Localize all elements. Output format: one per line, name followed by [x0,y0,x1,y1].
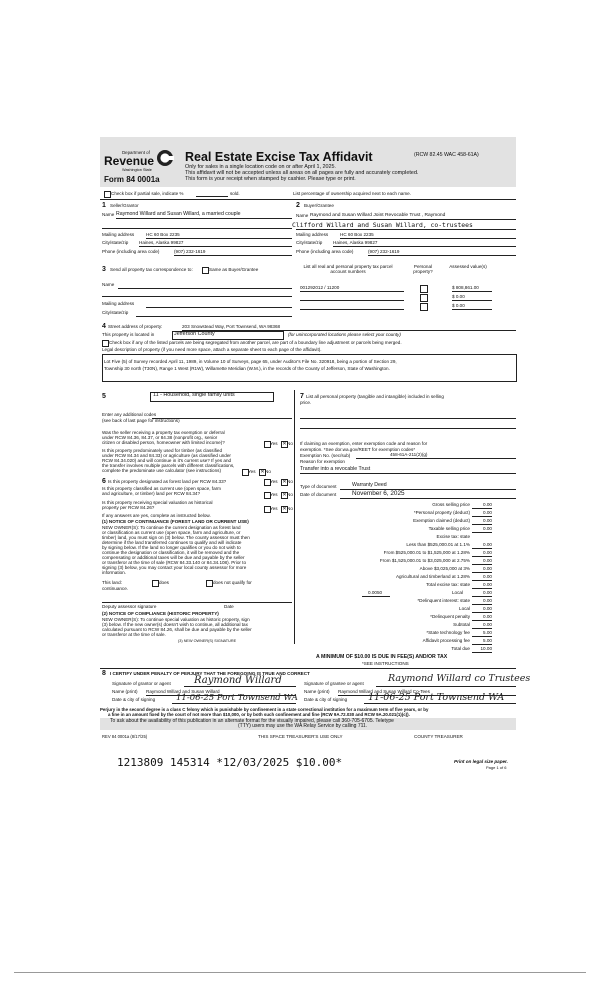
total-due-value[interactable]: 10.00 [480,646,492,651]
tax-row-value[interactable]: 0.00 [483,622,492,627]
boundary-checkbox[interactable] [102,340,109,347]
personal-property-line[interactable] [300,418,516,419]
page-edge-line [14,972,586,973]
tax-row-label: Gross selling price [432,502,470,507]
does-not-checkbox[interactable] [206,580,213,587]
s6-q3-no-checkbox[interactable]: ✕ [282,506,287,512]
corr-heading: Send all property tax correspondence to: [110,267,193,272]
assessed-value-3[interactable]: $ 0.00 [452,303,465,308]
tax-row-label: Local [459,606,470,611]
tax-row-line [472,636,492,637]
see-back: (see back of last page for instructions) [102,418,180,423]
personal-property-checkbox-1[interactable] [420,285,428,293]
column-divider [294,390,295,644]
exempt-line1: If claiming an exemption, enter exemption code and reason for [300,441,428,446]
state-name: Washington State [122,168,152,172]
tax-row-line [472,524,492,525]
corr-num: 3 [102,266,106,273]
tax-row-line [472,612,492,613]
parcel-col3: Assessed value(s) [449,264,487,269]
deputy-sig-label: Deputy assessor signature [102,604,157,609]
parcel-line-3[interactable] [300,309,404,310]
minimum-note: A MINIMUM OF $10.00 IS DUE IN FEE(S) AND/OR TAX [316,654,448,660]
local-label: Local [452,590,463,595]
see-instructions: *SEE INSTRUCTIONS [362,661,409,666]
tax-row-label: Total excise tax: state [426,582,470,587]
legal-label: Legal description of property (if you need more space, attach a separate sheet to each page of the affidavit). [102,347,322,352]
seller-mailing-label: Mailing address [102,232,135,237]
does-label: does [159,580,169,585]
divider-section8 [100,668,516,669]
tax-row-label: Exemption claimed (deduct) [413,518,470,523]
notice1-title: (1) NOTICE OF CONTINUANCE (FOREST LAND OR CURRENT USE) [102,519,249,524]
treasurer-use: THIS SPACE TREASURER'S USE ONLY [258,734,343,739]
tax-row-label: From $525,000.01 to $1,525,000 at 1.28% [383,550,470,555]
tax-row-label: Affidavit processing fee [422,638,470,643]
tax-row-line [472,572,492,573]
new-owner-sig-label: (3) NEW OWNER(S) SIGNATURE [178,639,237,643]
unincorporated-note: (for unincorporated locations please select your county) [288,332,401,337]
s6-q1-no: No [287,479,293,484]
local-line [472,596,492,597]
reason-line [300,473,516,474]
form-number: Form 84 0001a [104,175,160,184]
s6-q1-yes: Yes [270,479,278,484]
tax-row-value[interactable]: 0.00 [483,558,492,563]
seller-name[interactable]: Raymond Willard and Susan Willard, a married couple [116,211,241,217]
doc-type-value[interactable]: Warranty Deed [352,482,387,488]
notice2-line: NEW OWNER(S): To continue special valuation as historic property, sign [102,617,250,622]
local-rate[interactable]: 0.0050 [368,590,383,595]
tax-row-value[interactable]: 0.00 [483,502,492,507]
grantor-date[interactable]: 11-06-25 Port Townsend WA [176,693,298,703]
s6-q3-yes: Yes [270,506,278,511]
divider-top [100,199,516,200]
tax-row-line [472,588,492,589]
notice2-line: or transferor at the time of sale. [102,632,166,637]
tax-row-value[interactable]: 0.00 [483,550,492,555]
tax-row-value[interactable]: 0.00 [483,582,492,587]
seller-city[interactable]: Haines, Alaska 99827 [139,240,184,245]
partial-sale-checkbox[interactable] [104,191,111,198]
inquire-line1: To ask about the availability of this publication in an alternate format for the visually impaired, please call 360-705-6705. Teletype [110,718,394,724]
certify-text: I CERTIFY UNDER PENALTY OF PERJURY THAT THE FOREGOING IS TRUE AND CORRECT [110,671,310,676]
reason-label: Reason for exemption [300,459,345,464]
assessed-line-2 [452,300,492,301]
local-rate-line [362,596,390,597]
grantee-date[interactable]: 11-06-25 Port Townsend WA [368,692,505,703]
buyer-phone[interactable]: (907) 232-1619 [368,249,400,254]
notice1-line: timber) land, you must sign on (3) below. The county assessor must then [102,535,250,540]
this-land-label: This land: [102,580,122,585]
buyer-name-line2[interactable]: Clifford Willard and Susan Willard, co-trustees [292,221,473,229]
partial-pct-field[interactable] [196,196,228,197]
tax-row-value[interactable]: 0.00 [483,526,492,531]
seller-phone-line [174,255,292,256]
tax-row-value[interactable]: 0.00 [483,542,492,547]
address-num: 4 [102,323,106,330]
seller-city-label: City/state/zip [102,240,129,245]
grantor-date-label: Date & city of signing [112,697,156,702]
tax-row-line [472,628,492,629]
header-note3: This form is your receipt when stamped by cashier. Please type or print. [185,176,356,182]
notice1-line: compensating or additional taxes will be due and payable by the seller [102,555,245,560]
grantee-name[interactable]: Raymond Willard and Susan Willard Co-Tees [338,689,430,694]
buyer-city-label: City/state/zip [296,240,323,245]
perjury-line1: Perjury in the second degree is a class C felony which is punishable by confinement in a state correctional institution for a maximum term of five years, or by [100,707,429,712]
address-label: Street address of property: [108,324,163,329]
tax-row-line [472,652,492,653]
grantee-date-label: Date & city of signing [304,697,348,702]
county-treasurer: COUNTY TREASURER [414,734,463,739]
tax-row-label: Less than $525,000.01 at 1.1% [406,542,470,547]
buyer-heading: Buyer/Grantee [304,203,334,208]
grantor-sig-line[interactable] [184,686,296,687]
tax-row-label: Subtotal [453,622,470,627]
buyer-mailing[interactable]: HC 60 Box 2235 [340,232,374,237]
tax-row-label: From $1,525,000.01 to $3,025,000 at 2.75% [379,558,470,563]
tax-row-value[interactable]: 5.00 [483,638,492,643]
grantor-date-line [172,703,296,704]
q2-line3: RCW 84.34.020) and will continue in it's current use? If yes and [102,458,232,463]
tax-row-label: Taxable selling price [428,526,470,531]
section5-num: 5 [102,393,106,400]
q1-line2: under RCW 84.36, 84.37, or 84.38 (nonprofit org., senior [102,435,218,440]
same-as-buyer-label: Same as Buyer/Grantee [209,267,259,272]
buyer-name-underline [310,219,516,220]
grantee-signature: Raymond Willard co Trustees [388,673,531,684]
grantee-sig-line[interactable] [376,686,516,687]
ownership-note: List percentage of ownership acquired next to each name. [293,191,411,196]
exempt-no-value[interactable]: 458-61A-211(2)(g) [390,452,428,457]
seller-name-label: Name [102,212,115,217]
grantor-name[interactable]: Raymond Willard and Susan Willard [146,689,220,694]
tax-row-label: *Personal property (deduct) [413,510,470,515]
deputy-sig-line[interactable] [102,602,292,603]
tax-row-line [472,564,492,565]
tax-row-line [472,644,492,645]
tax-row-line [472,620,492,621]
tax-row-value[interactable]: 0.00 [483,614,492,619]
tax-row-line [472,508,492,509]
grantor-signature: Raymond Willard [194,675,282,686]
s6-q3-no: No [287,506,293,511]
section7-num: 7 [300,393,304,400]
seller-name-line [116,218,292,219]
doc-type-label: Type of document [300,484,337,489]
buyer-city-line [333,246,516,247]
county-value: Jefferson County [174,331,215,337]
buyer-phone-label: Phone (including area code) [296,249,354,254]
section7-label1: List all personal property (tangible and intangible) included in selling [306,394,444,399]
partial-sold-label: sold. [230,191,240,196]
doc-date-label: Date of document [300,492,337,497]
buyer-name-label: Name [296,213,309,218]
parcel-line-2[interactable] [300,300,404,301]
s6-q1: Is this property designated as forest land per RCW 84.33? [108,479,227,484]
buyer-mailing-line [340,238,516,239]
tax-row-line [472,548,492,549]
personal-property-checkbox-2[interactable] [420,294,428,302]
section7-label2: price. [300,400,312,405]
q2-line4: the transfer involves multiple parcels with different classifications, [102,463,235,468]
tax-row-label: Total due [451,646,470,651]
boundary-note: Check box if any of the listed parcels are being segregated from another parcel, are part of a boundary line adjustment or parcels being merged. [109,340,402,345]
buyer-mailing-label: Mailing address [296,232,329,237]
tax-row-value[interactable]: 0.00 [483,574,492,579]
exempt-no-label: Exemption No. (sec/sub) [300,453,351,458]
q2-line1: Is this property predominately used for timber (as classified [102,448,222,453]
seller-mailing-line [146,238,292,239]
q1-no-label: No [287,441,293,446]
buyer-name-line1[interactable]: Raymond and Susan Willard Joint Revocable Trust , Raymond [310,213,446,218]
grantor-name-label: Name (print) [112,689,138,694]
parcel-col2: Personal property? [413,264,433,275]
seller-name-line2 [102,228,292,229]
tax-row-label: *Delinquent interest: state [417,598,470,603]
notice1-line: by signing below. If the land no longer qualifies or you do not wish to [102,545,241,550]
grantee-sig-label: Signature of grantee or agent [304,681,364,686]
s6-q2-yes: Yes [270,492,278,497]
buyer-name-underline2 [296,229,516,230]
corr-city-line[interactable] [136,316,292,317]
s6-q2-no-checkbox[interactable]: ✕ [282,492,287,498]
rev-number: REV 84 0001a (8/17/25) [102,734,148,739]
s6-q3-line1: Is this property receiving special valuation as historical [102,500,213,505]
seller-heading: Seller/Grantor [110,203,139,208]
dept-line1: Department of [122,150,150,155]
tax-row-label: *Delinquent penalty [430,614,470,619]
treasurer-stamp: 1213809 145314 *12/03/2025 $10.00* [117,756,343,769]
s6-q2-line1: Is this property classified as current use (open space, farm [102,486,221,491]
q1-line1: Was the seller receiving a property tax exemption or deferral [102,430,225,435]
section6-num: 6 [102,478,106,485]
page-number: Page 1 of 6 [486,765,507,770]
q2-no-checkbox[interactable]: ✕ [260,469,265,475]
legal-line1: Lot Five (5) of Survey recorded April 11, 1989, in Volume 10 of Surveys, page 65, under Auditor's File No. 320918, being a portion of Section 29, [104,359,397,364]
tax-row-label: Agricultural and timberland at 1.28% [395,574,470,579]
corr-city-label: City/state/zip [102,310,129,315]
parcel-line-1 [300,291,404,292]
buyer-city[interactable]: Haines, Alaska 99827 [333,240,378,245]
buyer-phone-line [368,255,516,256]
q1-yes-label: Yes [270,441,278,446]
q2-no-label: No [265,469,271,474]
tax-row-value[interactable]: 0.00 [483,510,492,515]
perjury-line2: a fine in an amount fixed by the court of not more than $10,000, or by both such confinement and fine (RCW 9A.72.030 and RCW 9A.20.021(1)(c)). [108,712,410,717]
parcel-number-1[interactable]: 001292012 / 11200 [300,285,340,290]
use-code-value: 11 - Household, single family units [153,392,235,398]
tax-row-label: Excise tax: state [436,534,470,539]
notice1-line: or transferor at the time of sale (RCW 84.33.140 or 84.34.108). Prior to [102,560,247,565]
q1-no-checkbox[interactable]: ✕ [282,441,287,447]
parcel-col1: List all real and personal property tax parcel account numbers [303,264,393,275]
notice1-line: NEW OWNER(S): To continue the current designation as forest land [102,525,241,530]
grantor-sig-label: Signature of grantor or agent [112,681,171,686]
tax-row-label: *State technology fee [426,630,470,635]
dept-name: Revenue [104,154,155,168]
notice1-line: continue the designation or classification, it will be removed and the [102,550,240,555]
corr-mailing-label: Mailing address [102,301,135,306]
q1-line3: citizen or disabled person, homeowner with limited income)? [102,440,225,445]
corr-name-line2[interactable] [102,296,292,297]
legal-line2: Township 30 north (T30N), Range 1 West (R1W), Willamette Meridian (W.M.), in the records of the County of Jefferson, State of Washington. [104,366,390,371]
q2-yes-label: Yes [248,469,256,474]
buyer-num: 2 [296,202,300,209]
notice1-line: or classification as current use (open space, farm and agriculture, or [102,530,241,535]
deputy-date-label: Date [224,604,234,609]
address-value[interactable]: 203 Snowstead Way, Port Townsend, WA 98368 [182,324,281,329]
exempt-line2: exemption. *See dor.wa.gov/REET for exemption codes* [300,447,416,452]
tax-row-value[interactable]: 0.00 [483,566,492,571]
notice2-line: (3) below. If the new owner(s) doesn't wish to continue, all additional tax [102,622,248,627]
section8-num: 8 [102,670,106,677]
notice2-title: (2) NOTICE OF COMPLIANCE (HISTORIC PROPERTY) [102,611,219,616]
notice1-line: determine if the land transferred continues to qualify and will indicate [102,540,242,545]
corr-name-line[interactable] [118,288,292,289]
tax-row-line [472,604,492,605]
grantee-name-label: Name (print) [304,689,330,694]
q2-line2: under RCW 84.34 and 84.33) or agriculture (as classified under [102,453,231,458]
seller-city-line [139,246,292,247]
s6-q2-line2: and agriculture, or timber) land per RCW 84.34? [102,491,201,496]
partial-sale-label: Check box if partial sale, indicate % [111,191,184,196]
same-as-buyer-checkbox[interactable] [202,267,209,274]
located-label: This property is located in [102,332,155,337]
seller-mailing[interactable]: HC 60 Box 2235 [146,232,180,237]
header-note1: Only for sales in a single location code on or after April 1, 2025. [185,164,337,170]
tax-row-line [472,580,492,581]
doc-date-line [340,498,516,499]
seller-phone[interactable]: (907) 232-1619 [174,249,206,254]
seller-phone-label: Phone (including area code) [102,249,160,254]
statute: (RCW 82.45 WAC 458-61A) [414,152,479,158]
personal-property-checkbox-3[interactable] [420,303,428,311]
personal-property-line2[interactable] [300,428,516,429]
header-note2: This affidavit will not be accepted unless all areas on all pages are fully and accurately completed. [185,170,419,176]
assessed-value-1[interactable]: $ 808,861.00 [452,285,479,290]
local-value[interactable]: 0.00 [483,590,492,595]
tax-row-value[interactable]: 0.00 [483,606,492,611]
corr-mailing-line[interactable] [146,307,292,308]
page-title: Real Estate Excise Tax Affidavit [185,150,373,164]
tax-row-value[interactable]: 0.00 [483,518,492,523]
corr-name-label: Name [102,282,115,287]
assessed-line-3 [452,309,492,310]
grantee-date-line [364,703,516,704]
exempt-no-line [356,458,516,459]
notice1-line: information. [102,570,127,575]
tax-row-line [472,556,492,557]
notice2-line: calculated pursuant to RCW 84.26, shall be due and payable by the seller [102,627,252,632]
continuance-label: continuance. [102,586,129,591]
inquire-line2: (TTY) users may use the WA Relay Service by calling 711. [238,723,368,729]
tax-row-line [472,516,492,517]
s6-q4: If any answers are yes, complete as instructed below. [102,513,211,518]
seller-num: 1 [102,202,106,209]
s6-q1-no-checkbox[interactable]: ✕ [282,479,287,485]
tax-row-value[interactable]: 0.00 [483,598,492,603]
assessed-value-2[interactable]: $ 0.00 [452,294,465,299]
assessed-line-1 [452,291,492,292]
print-legal-note: Print on legal size paper. [454,759,508,764]
tax-row-label: Above $3,025,000 at 3% [419,566,470,571]
revenue-logo-icon [156,149,174,167]
q2-line5: complete the predominate use calculator (see instructions) [102,468,221,473]
s6-q2-no: No [287,492,293,497]
tax-row-line [472,532,492,533]
does-not-label: does not qualify for [213,580,252,585]
does-checkbox[interactable] [152,580,159,587]
tax-row-value[interactable]: 5.00 [483,630,492,635]
additional-codes-label: Enter any additional codes [102,412,157,417]
s6-q3-line2: property per RCW 84.26? [102,505,155,510]
notice1-line: signing (3) below, you may contact your local county assessor for more [102,565,247,570]
doc-date-value[interactable]: November 6, 2025 [352,490,405,497]
reason-value[interactable]: Transfer into a revocable Trust [300,466,371,472]
